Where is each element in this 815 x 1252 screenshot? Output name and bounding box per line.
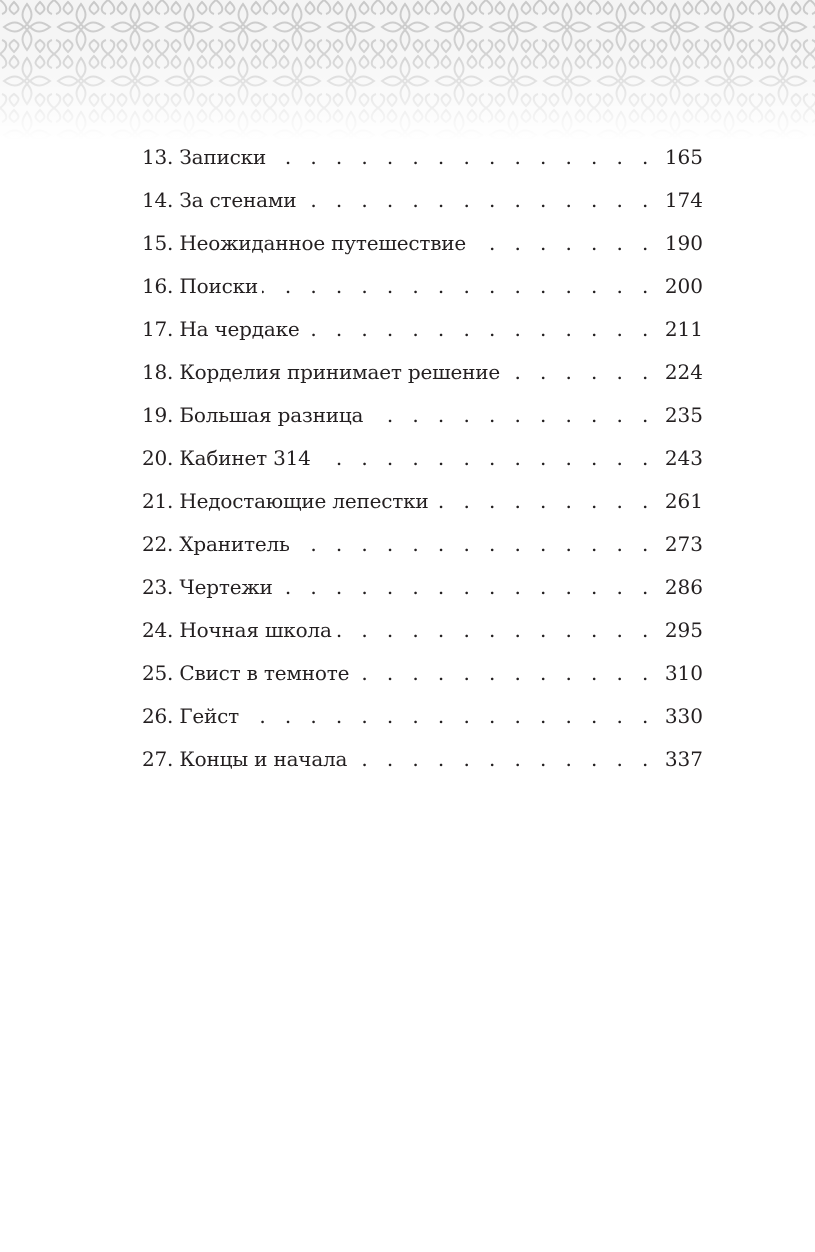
- toc-entry-dot-leader: [315, 440, 655, 476]
- toc-entry-page-number: 235: [664, 403, 703, 427]
- toc-entry-dot-leader: [300, 182, 654, 218]
- toc-entry[interactable]: [142, 698, 703, 741]
- toc-entry-title: 23. Чертежи: [142, 569, 277, 605]
- toc-entry-title: 15. Неожиданное путешествие: [142, 225, 470, 261]
- toc-entry-page-number: 295: [664, 618, 703, 642]
- toc-entry-dot-leader: [277, 569, 655, 605]
- toc-entry[interactable]: [142, 440, 703, 483]
- toc-entry-title: 18. Корделия принимает решение: [142, 354, 504, 390]
- toc-entry-page-number: 337: [664, 747, 703, 771]
- toc-entry-dot-leader: [243, 698, 655, 734]
- toc-entry-page-number: 286: [664, 575, 703, 599]
- toc-entry-page-number: 165: [664, 145, 703, 169]
- toc-entry[interactable]: [142, 483, 703, 526]
- toc-entry-title: 13. Записки: [142, 139, 270, 175]
- toc-entry-page-number: 224: [664, 360, 703, 384]
- toc-entry-title: 17. На чердаке: [142, 311, 304, 347]
- toc-entry-page-number: 190: [664, 231, 703, 255]
- toc-entry-page-number: 330: [664, 704, 703, 728]
- toc-entry[interactable]: [142, 655, 703, 698]
- toc-entry-dot-leader: [353, 655, 655, 691]
- toc-entry[interactable]: [142, 139, 703, 182]
- toc-entry-dot-leader: [367, 397, 655, 433]
- toc-entry-title: 14. За стенами: [142, 182, 300, 218]
- toc-entry-title: 27. Концы и начала: [142, 741, 351, 777]
- toc-entry[interactable]: [142, 182, 703, 225]
- toc-entry-dot-leader: [336, 612, 655, 648]
- toc-entry-dot-leader: [470, 225, 655, 261]
- toc-entry-dot-leader: [294, 526, 655, 562]
- toc-entry-dot-leader: [433, 483, 655, 519]
- toc-entry-page-number: 211: [664, 317, 703, 341]
- toc-entry[interactable]: [142, 397, 703, 440]
- toc-entry-title: 16. Поиски: [142, 268, 262, 304]
- toc-entry[interactable]: [142, 741, 703, 784]
- toc-entry[interactable]: [142, 311, 703, 354]
- toc-entry-title: 24. Ночная школа: [142, 612, 336, 648]
- toc-entry-page-number: 273: [664, 532, 703, 556]
- toc-entry-page-number: 200: [664, 274, 703, 298]
- toc-entry-dot-leader: [304, 311, 655, 347]
- toc-entry-title: 26. Гейст: [142, 698, 243, 734]
- toc-entry[interactable]: [142, 569, 703, 612]
- toc-entry[interactable]: [142, 268, 703, 311]
- toc-entry-page-number: 174: [664, 188, 703, 212]
- toc-entry[interactable]: [142, 225, 703, 268]
- toc-entry-dot-leader: [262, 268, 655, 304]
- toc-entry-page-number: 310: [664, 661, 703, 685]
- toc-entry-title: 21. Недостающие лепестки: [142, 483, 433, 519]
- table-of-contents: [142, 139, 703, 784]
- toc-entry[interactable]: [142, 612, 703, 655]
- toc-entry-title: 20. Кабинет 314: [142, 440, 315, 476]
- toc-entry-page-number: 261: [664, 489, 703, 513]
- toc-entry[interactable]: [142, 354, 703, 397]
- toc-entry-dot-leader: [351, 741, 655, 777]
- toc-entry-dot-leader: [504, 354, 655, 390]
- decorative-ornament-band: [0, 0, 815, 140]
- toc-entry[interactable]: [142, 526, 703, 569]
- toc-entry-title: 22. Хранитель: [142, 526, 294, 562]
- toc-entry-title: 25. Свист в темноте: [142, 655, 353, 691]
- toc-entry-dot-leader: [270, 139, 655, 175]
- toc-entry-title: 19. Большая разница: [142, 397, 367, 433]
- toc-entry-page-number: 243: [664, 446, 703, 470]
